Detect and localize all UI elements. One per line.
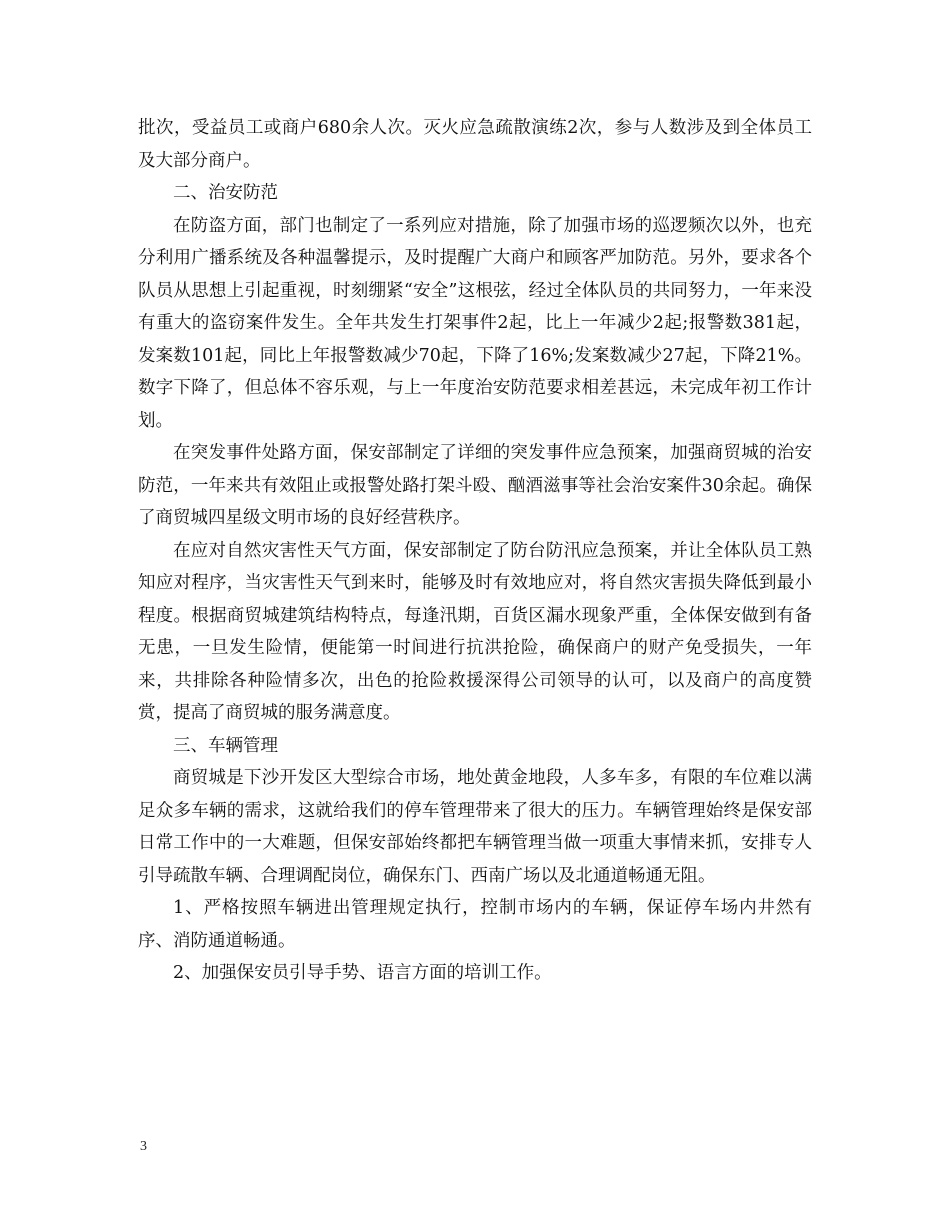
paragraph: 商贸城是下沙开发区大型综合市场，地处黄金地段，人多车多，有限的车位难以满足众多车辆的需求，这就给我们的停车管理带来了很大的压力。车辆管理始终是保安部日常工作中的一大难题，但保安部始终都把车辆管理当做一项重大事情来抓，安排专人引导疏散车辆、合理调配岗位，确保东门、西南广场以及北通道畅通无阻。 bbox=[138, 768, 812, 886]
page-number: 3 bbox=[140, 1139, 147, 1154]
section-heading-vehicle-management: 三、车辆管理 bbox=[173, 735, 278, 756]
list-item: 2、加强保安员引导手势、语言方面的培训工作。 bbox=[173, 963, 552, 983]
paragraph: 在防盗方面，部门也制定了一系列应对措施，除了加强市场的巡逻频次以外，也充分利用广播系统及各种温馨提示，及时提醒广大商户和顾客严加防范。另外，要求各个队员从思想上引起重视，时刻绷紧“安全”这根弦，经过全体队员的共同努力，一年来没有重大的盗窃案件发生。全年共发生打架事件2起，比上一年减少2起;报警数381起，发案数101起，同比上年报警数减少70起，下降了16%;发案数减少27起，下降21%。数字下降了，但总体不容乐观，与上一年度治安防范要求相差甚远，未完成年初工作计划。 bbox=[138, 215, 812, 431]
paragraph: 批次，受益员工或商户680余人次。灭火应急疏散演练2次，参与人数涉及到全体员工及大部分商户。 bbox=[138, 118, 812, 171]
section-heading-public-security: 二、治安防范 bbox=[173, 183, 278, 203]
document-body bbox=[138, 112, 812, 990]
list-item: 1、严格按照车辆进出管理规定执行，控制市场内的车辆，保证停车场内井然有序、消防通道畅通。 bbox=[138, 898, 812, 951]
paragraph: 在应对自然灾害性天气方面，保安部制定了防台防汛应急预案，并让全体队员工熟知应对程序，当灾害性天气到来时，能够及时有效地应对，将自然灾害损失降低到最小程度。根据商贸城建筑结构特点，每逢汛期，百货区漏水现象严重，全体保安做到有备无患，一旦发生险情，便能第一时间进行抗洪抢险，确保商户的财产免受损失，一年来，共排除各种险情多次，出色的抢险救援深得公司领导的认可，以及商户的高度赞赏，提高了商贸城的服务满意度。 bbox=[138, 540, 812, 723]
paragraph: 在突发事件处路方面，保安部制定了详细的突发事件应急预案，加强商贸城的治安防范，一年来共有效阻止或报警处路打架斗殴、酗酒滋事等社会治安案件30余起。确保了商贸城四星级文明市场的良好经营秩序。 bbox=[138, 443, 812, 528]
